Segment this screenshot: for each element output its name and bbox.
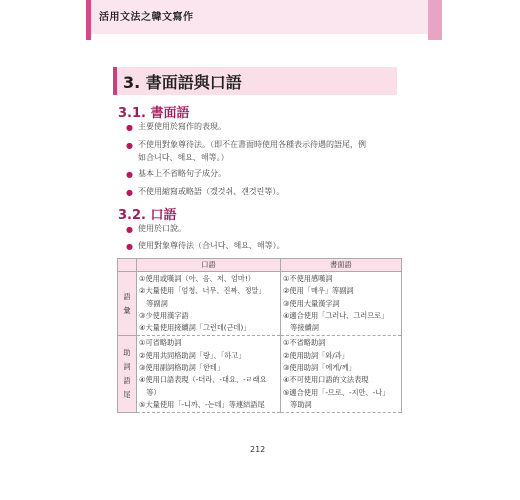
cell-line: ②使用「매우」等副詞	[282, 286, 354, 296]
cell-line: ②大量使用「엄청、너무、진짜、정말」	[139, 286, 266, 296]
list-item: 使用對象尊待法（合니다、해요、해等）。	[138, 241, 285, 250]
cell-line: ③使用大量漢字詞	[282, 298, 340, 308]
cell-line: ④使用口語表現（-더라、-대요、-ㄹ래요	[139, 375, 267, 385]
cell-spoken-particles	[137, 336, 281, 413]
cell-line: ④不可使用口語的文法表現	[282, 375, 369, 385]
cell-line: ⑤大量使用「-니까、-는데」等連結語尾	[139, 399, 265, 409]
table-header-row	[118, 259, 402, 272]
cell-line: ②使用助詞「와/과」	[282, 350, 349, 360]
cell-line: ②使用共同格助詞「랑」、「하고」	[139, 350, 246, 360]
chapter-heading-bar	[113, 67, 117, 95]
header-accent-bar	[86, 0, 91, 40]
cell-line: ③使用副詞格助詞「한테」	[139, 363, 225, 373]
cell-written-particles	[280, 336, 401, 413]
list-item: 基本上不省略句子成分。	[138, 169, 226, 178]
bullet-icon: ●	[126, 123, 133, 132]
cell-line: ①不省略助詞	[282, 338, 326, 348]
cell-line: 等助詞	[282, 399, 312, 409]
cell-written-vocabulary	[280, 272, 401, 336]
cell-line: ③少使用漢字語	[139, 310, 189, 320]
table-row	[118, 272, 402, 336]
bullet-icon: ●	[126, 188, 133, 197]
cell-line: ④大量使用接續詞「그런데(근데)」	[139, 323, 251, 333]
chapter-heading	[113, 67, 397, 95]
table-row	[118, 336, 402, 413]
cell-line: ①可省略助詞	[139, 338, 182, 348]
cell-line: 等副詞	[139, 298, 168, 308]
cell-line: ①使用或嘆詞（아、음、저、엄마!）	[139, 274, 255, 283]
cell-line: ④適合使用「그러나、그러므로」	[282, 310, 389, 320]
page-header	[0, 0, 520, 40]
table-corner-cell	[118, 259, 137, 272]
row-header-particles-endings: 助詞 語尾	[118, 336, 137, 413]
row-header-vocabulary: 語彙	[118, 272, 137, 336]
section-title-written: 3.1. 書面語	[118, 106, 190, 121]
bullet-icon: ●	[126, 242, 133, 251]
cell-line: 等）	[139, 387, 161, 397]
column-header-written: 書面語	[280, 259, 401, 272]
chapter-title: 3. 書面語與口語	[123, 73, 242, 92]
book-title: 活用文法之韓文寫作	[99, 12, 194, 23]
comparison-table	[117, 258, 402, 413]
column-header-spoken: 口語	[137, 259, 281, 272]
list-item: 主要使用於寫作的表現。	[138, 122, 226, 131]
bullet-icon: ●	[126, 225, 133, 234]
cell-line: 等接續詞	[282, 323, 319, 333]
cell-spoken-vocabulary	[137, 272, 281, 336]
header-side-tab	[428, 0, 442, 40]
list-item: 使用於口說。	[138, 224, 186, 233]
list-item-continuation: 如合니다、해요、해等。）	[138, 153, 229, 162]
cell-line: ⑤適合使用「-므로、-지만、-나」	[282, 387, 390, 397]
section-title-spoken: 3.2. 口語	[118, 208, 177, 223]
bullet-icon: ●	[126, 170, 133, 179]
list-item: 不使用對象尊待法。（即不在書面時使用各種表示待遇的語尾，例	[138, 140, 366, 149]
cell-line: ①不使用感嘆詞	[282, 274, 333, 283]
bullet-icon: ●	[126, 141, 133, 150]
cell-line: ③使用助詞「에게/께」	[282, 363, 356, 373]
list-item: 不使用縮寫或略語（겠것쉬、걘것린等）。	[138, 187, 285, 196]
page-number: 212	[250, 445, 266, 454]
